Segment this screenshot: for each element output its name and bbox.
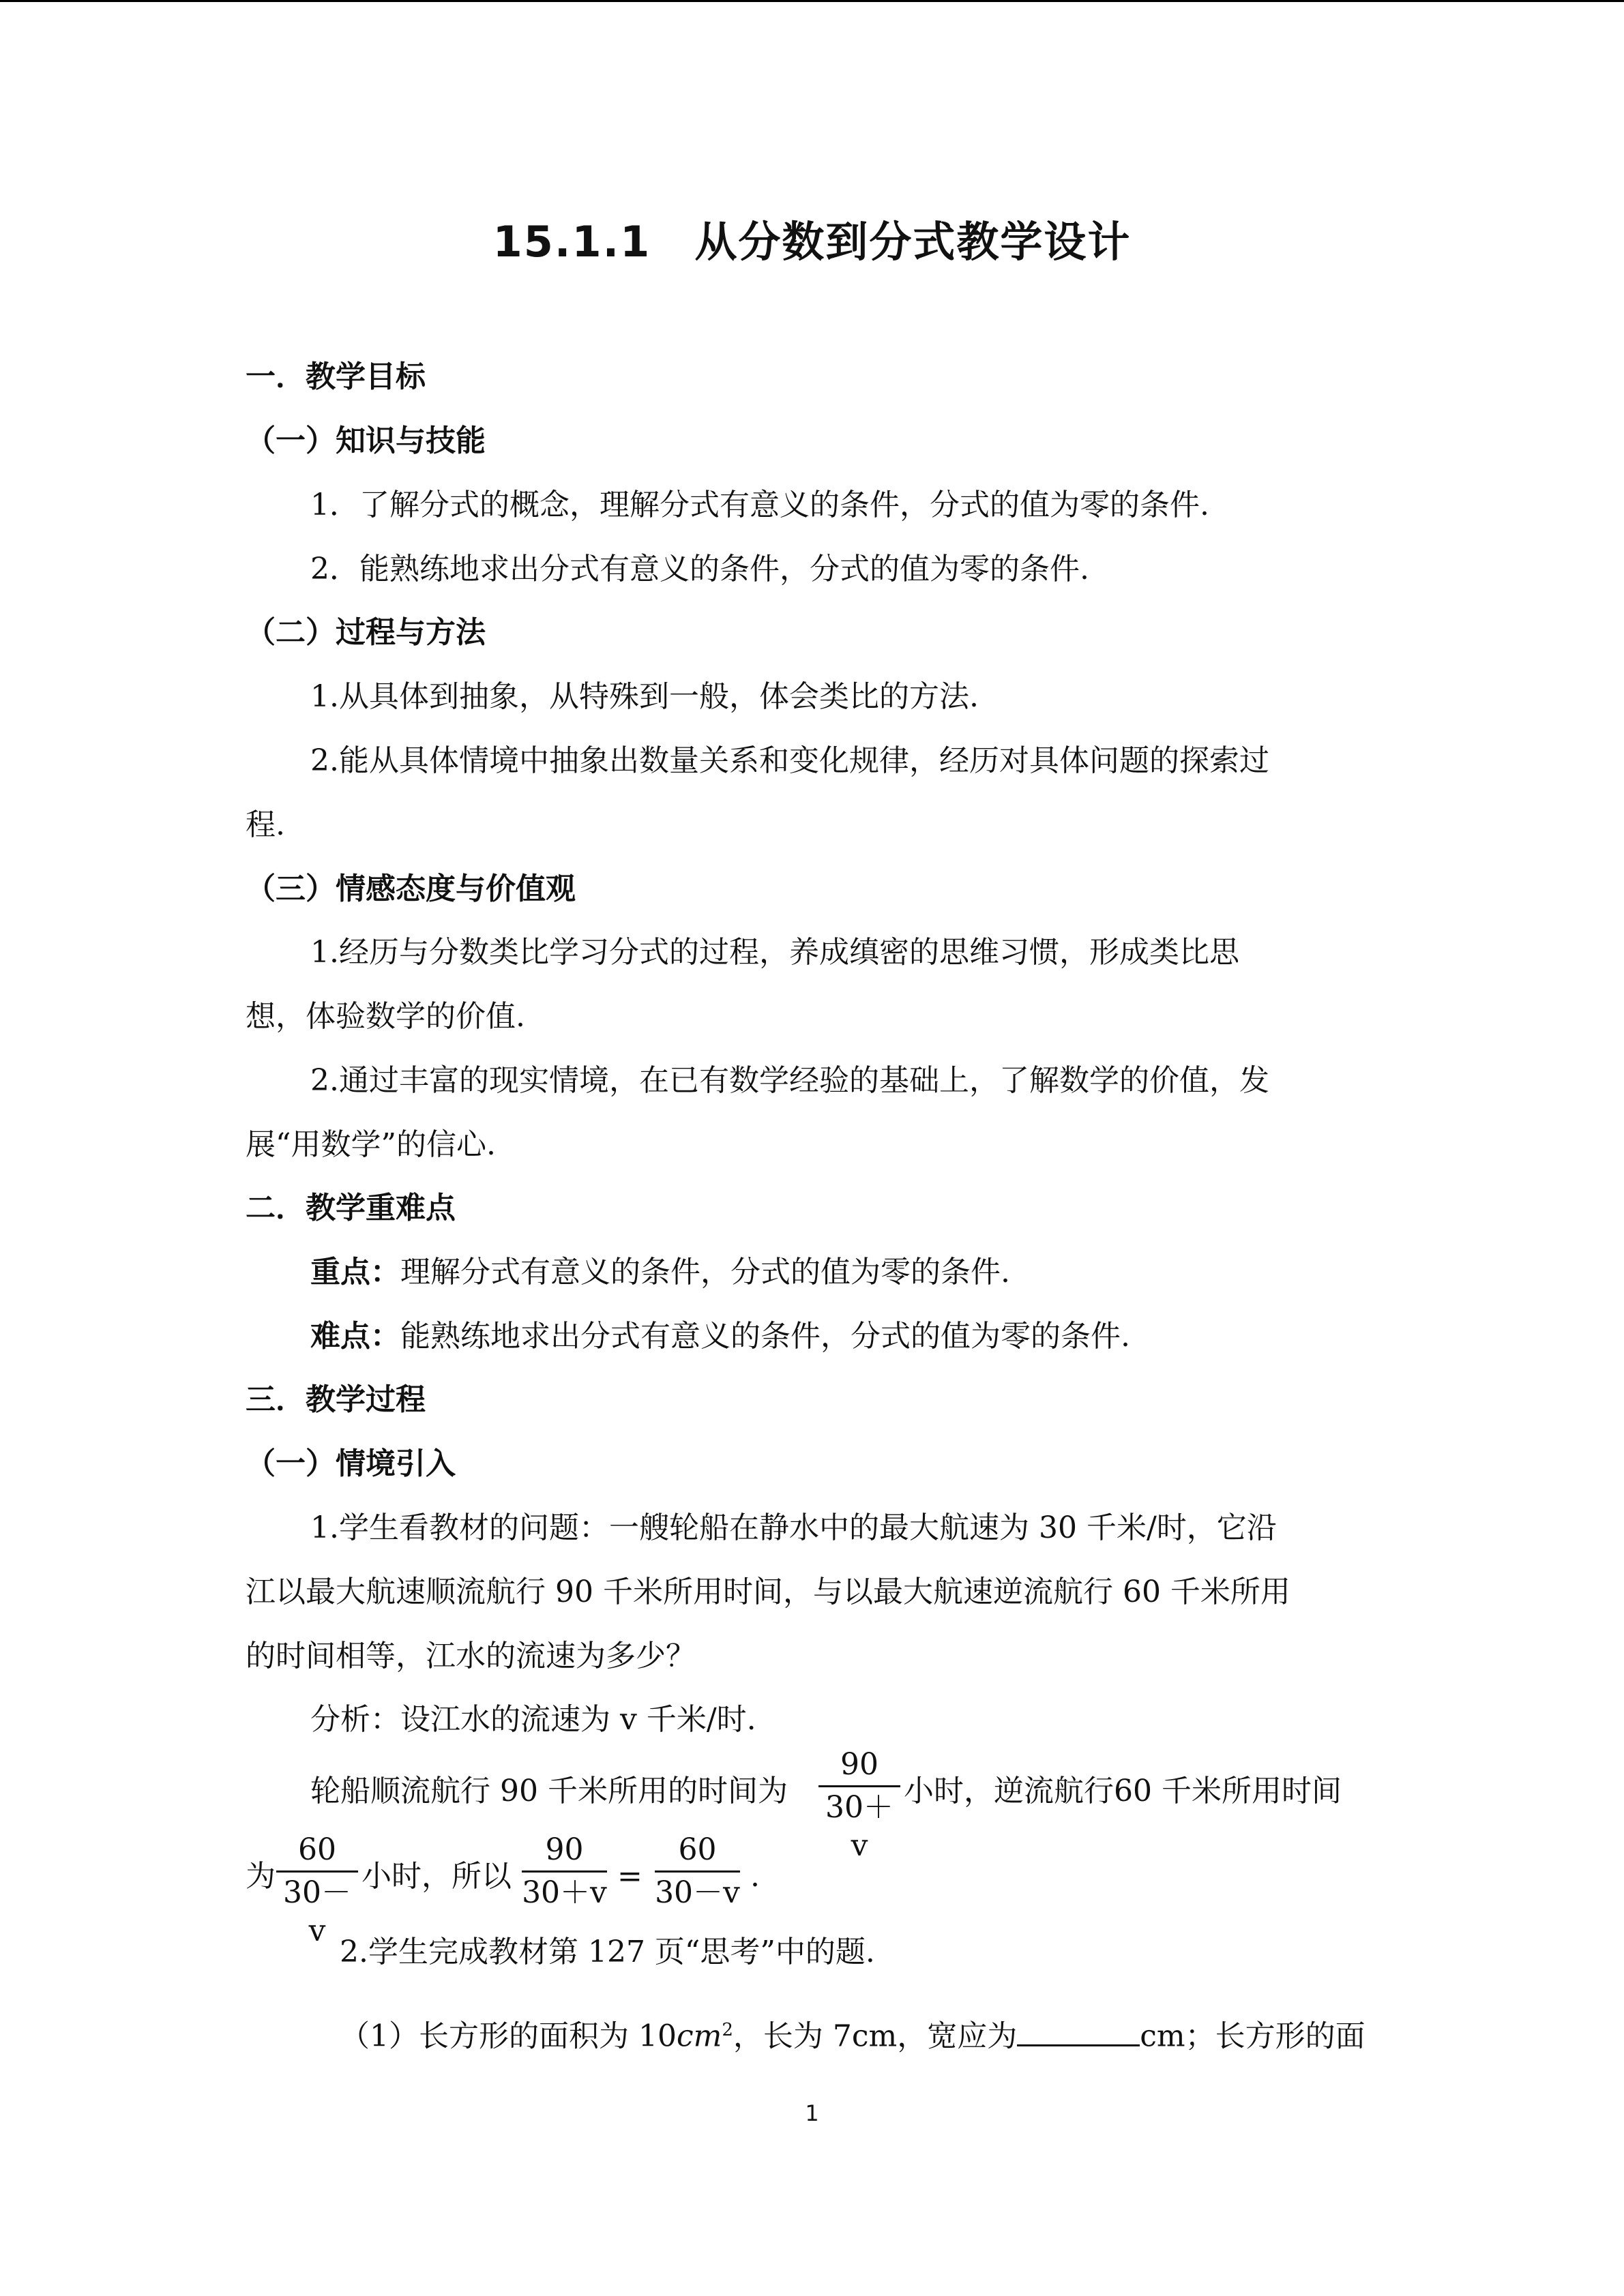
paragraph: 2.学生完成教材第 127 页“思考”中的题. [340, 1935, 875, 1969]
paragraph: 2.通过丰富的现实情境，在已有数学经验的基础上，了解数学的价值，发 [310, 1063, 1269, 1098]
subsection-heading-attitude: （三）情感态度与价值观 [246, 871, 576, 906]
fraction-bar [276, 1870, 358, 1873]
answer-blank [1017, 2014, 1140, 2046]
difficulty-line [310, 1316, 1130, 1357]
fraction-numerator: 90 [840, 1747, 879, 1782]
fraction-denominator: 30－v [655, 1875, 740, 1910]
paragraph-text: 轮船顺流航行 90 千米所用的时间为 [310, 1774, 788, 1808]
unit-exponent: 2 [722, 2020, 733, 2040]
paragraph: 1.从具体到抽象，从特殊到一般，体会类比的方法. [310, 679, 979, 714]
key-label: 重点： [310, 1255, 400, 1289]
subsection-heading-knowledge: （一）知识与技能 [246, 423, 486, 458]
key-text: 理解分式有意义的条件，分式的值为零的条件. [400, 1255, 1010, 1289]
analysis-paragraph: 分析：设江水的流速为 v 千米/时. [310, 1702, 756, 1737]
section-heading-objectives: 一．教学目标 [246, 359, 426, 394]
page-title: 15.1.1 从分数到分式教学设计 [492, 217, 1132, 267]
top-border [0, 0, 1624, 2]
equals-sign: = [617, 1859, 643, 1894]
exercise-text: （1）长方形的面积为 10 [340, 2018, 677, 2054]
subsection-heading-process: （二）过程与方法 [246, 615, 486, 650]
paragraph: 程. [246, 807, 285, 842]
section-heading-process: 三．教学过程 [246, 1382, 426, 1417]
period: . [750, 1859, 760, 1894]
difficulty-text: 能熟练地求出分式有意义的条件，分式的值为零的条件. [400, 1319, 1130, 1354]
exercise-line [340, 2010, 1365, 2057]
paragraph: 想，体验数学的价值. [246, 999, 525, 1034]
exercise-text: ，长为 7cm，宽应为 [733, 2018, 1018, 2054]
paragraph-text: 小时，所以 [361, 1859, 512, 1894]
fraction-90-over-30-plus-v [522, 1831, 607, 1912]
fraction-numerator: 90 [545, 1832, 584, 1867]
fraction-bar [522, 1870, 607, 1873]
fraction-90-over-30-plus-v [818, 1746, 900, 1865]
fraction-numerator: 60 [298, 1832, 336, 1867]
fraction-bar [655, 1870, 740, 1873]
paragraph: 展“用数学”的信心. [246, 1127, 496, 1162]
paragraph: 2.能从具体情境中抽象出数量关系和变化规律，经历对具体问题的探索过 [310, 743, 1269, 778]
section-heading-key-points: 二．教学重难点 [246, 1191, 456, 1225]
fraction-denominator: 30－v [283, 1875, 351, 1948]
paragraph: 1.学生看教材的问题：一艘轮船在静水中的最大航速为 30 千米/时，它沿 [310, 1510, 1277, 1545]
difficulty-label: 难点： [310, 1319, 400, 1354]
fraction-denominator: 30＋v [522, 1875, 607, 1910]
paragraph-text: 小时，逆流航行60 千米所用时间 [904, 1774, 1342, 1808]
paragraph: 1．了解分式的概念，理解分式有意义的条件，分式的值为零的条件. [310, 488, 1209, 522]
paragraph: 2．能熟练地求出分式有意义的条件，分式的值为零的条件. [310, 552, 1089, 586]
page-number: 1 [805, 2100, 819, 2126]
fraction-denominator: 30＋v [825, 1790, 894, 1863]
fraction-numerator: 60 [678, 1832, 717, 1867]
subsection-heading-intro: （一）情境引入 [246, 1446, 456, 1481]
paragraph: 江以最大航速顺流航行 90 千米所用时间，与以最大航速逆流航行 60 千米所用 [246, 1575, 1290, 1609]
paragraph-text: 为 [246, 1859, 276, 1894]
fraction-60-over-30-minus-v [655, 1831, 740, 1912]
paragraph: 的时间相等，江水的流速为多少？ [246, 1639, 696, 1673]
paragraph: 1.经历与分数类比学习分式的过程，养成缜密的思维习惯，形成类比思 [310, 935, 1239, 970]
unit-cm: cm [676, 2018, 722, 2054]
exercise-text: cm；长方形的面 [1140, 2018, 1365, 2054]
fraction-bar [818, 1785, 900, 1787]
key-point-line [310, 1252, 1010, 1293]
